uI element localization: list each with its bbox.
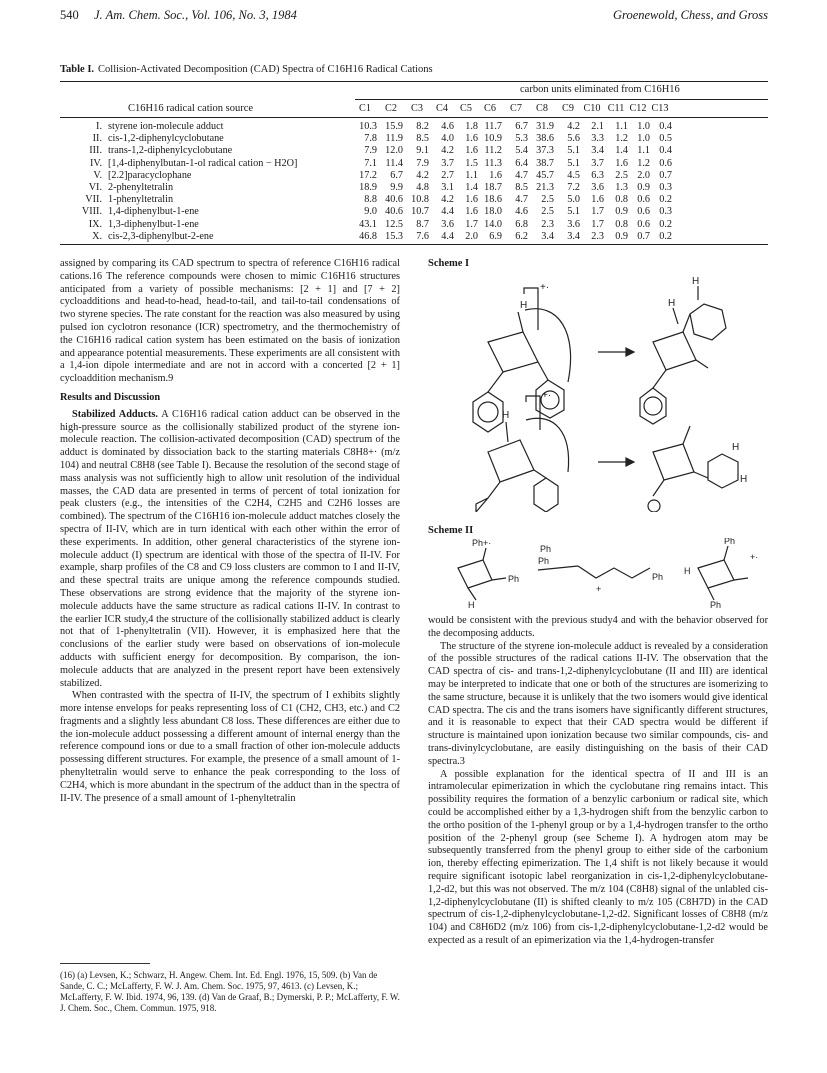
- row-number: X.: [92, 230, 102, 242]
- table-cell: 1.1: [637, 145, 650, 157]
- table-bottom-rule: [60, 244, 768, 245]
- column-header: C2: [385, 103, 397, 114]
- table-cell: 6.8: [515, 218, 528, 230]
- column-header: C7: [510, 103, 522, 114]
- table-cell: 1.7: [591, 218, 604, 230]
- column-header: C11: [607, 103, 625, 114]
- table-cell: 31.9: [536, 121, 554, 132]
- row-number: V.: [93, 169, 102, 181]
- table-cell: 4.2: [441, 145, 454, 157]
- left-paragraph-3: When contrasted with the spectra of II-IV, the spectrum of I exhibits slightly more intense envelops for peaks representing loss of C1 (CH2, CH3, etc.) and C2 fragments and a slightly less abundant C8 loss. These differences are either due to the ion-molecule adduct possessing a different amount of internal energy than the reference compound ions or due to a small fraction of other ion-molecule adducts possessing different structures. For example, the presence of a small amount of 1-phenyltetralin would serve to enhance the peak corresponding to the loss of C2H4, which is more abundant in the spectrum of the adduct than in the spectra of II-IV. The presence of a small amount of 1-phenyltetralin: [60, 690, 400, 804]
- table-cell: 1.6: [591, 194, 604, 206]
- table-cell: 10.3: [359, 121, 377, 132]
- table-cell: 7.2: [567, 182, 580, 193]
- running-authors: Groenewold, Chess, and Gross: [613, 8, 768, 22]
- scheme-h-label-5: H: [732, 442, 740, 453]
- table-cell: 4.0: [441, 133, 454, 145]
- table-cell: 10.9: [484, 133, 502, 145]
- table-cell: 0.7: [659, 169, 672, 181]
- table-cell: 0.6: [659, 157, 672, 169]
- page-number: 540: [60, 8, 79, 22]
- column-header: C10: [583, 103, 601, 114]
- column-header: C8: [536, 103, 548, 114]
- table-cell: 1.7: [591, 206, 604, 218]
- table-cell: 12.5: [385, 218, 403, 230]
- table-cell: 0.3: [659, 182, 672, 193]
- table-cell: 3.6: [591, 182, 604, 193]
- row-source: [1,4-diphenylbutan-1-ol radical cation − H2O]: [108, 157, 298, 169]
- table-cell: 12.0: [385, 145, 403, 157]
- table-top-rule: [60, 81, 768, 82]
- right-paragraph-2: The structure of the styrene ion-molecule adduct is revealed by a consideration of the possible structures of the radical cations II-IV. The observation that the CAD spectra of cis- and trans-1,2-diphenylcyclobutane (II and III) are identical may be interpreted to indicate that one or both of the structures are isomerizing to the same structure, because it is unlikely that the two isomers would give identical CAD spectra. The cis and the trans isomers have significantly different structures, and it is reasonable to expect that their CAD spectra would be different if structure is maintained upon ionization because two similar compounds, cis- and trans-divinylcyclobutane, are easily distinguishing on the basis of their CAD spectra.3: [428, 640, 768, 767]
- left-column: [60, 258, 400, 805]
- column-header: C13: [651, 103, 669, 114]
- column-header: C1: [359, 103, 371, 114]
- section-heading: Results and Discussion: [60, 391, 161, 403]
- table-cell: 2.5: [541, 194, 554, 206]
- table-cell: 4.5: [567, 169, 580, 181]
- scheme-1-diagram: [428, 272, 768, 512]
- table-cell: 0.2: [659, 194, 672, 206]
- row-number: II.: [92, 133, 102, 145]
- row-source: [2.2]paracyclophane: [108, 169, 192, 181]
- table-cell: 3.3: [591, 133, 604, 145]
- table-cell: 4.7: [515, 194, 528, 206]
- table-cell: 3.4: [567, 230, 580, 242]
- subheading: Stabilized Adducts.: [72, 408, 158, 420]
- table-cell: 43.1: [359, 218, 377, 230]
- table-cell: 4.6: [515, 206, 528, 218]
- table-cell: 0.6: [637, 218, 650, 230]
- table-cell: 6.7: [390, 169, 403, 181]
- table-cell: 0.2: [659, 218, 672, 230]
- table-cell: 1.2: [637, 157, 650, 169]
- table-cell: 9.1: [416, 145, 429, 157]
- table-cell: 5.0: [567, 194, 580, 206]
- table-cell: 1.8: [465, 121, 478, 132]
- table-cell: 11.9: [385, 133, 403, 145]
- table-cell: 1.6: [615, 157, 628, 169]
- cyclobutane-ring: [488, 332, 538, 372]
- table-cell: 4.4: [441, 206, 454, 218]
- table-header-rule: [60, 117, 768, 118]
- scheme-2-label: Scheme II: [428, 525, 474, 536]
- table-cell: 1.4: [465, 182, 478, 193]
- table-cell: 6.3: [591, 169, 604, 181]
- table-cell: 2.1: [591, 121, 604, 132]
- table-cell: 8.2: [416, 121, 429, 132]
- column-header: C4: [436, 103, 448, 114]
- table-cell: 4.6: [441, 121, 454, 132]
- table-cell: 1.1: [465, 169, 478, 181]
- row-source: styrene ion-molecule adduct: [108, 121, 224, 132]
- scheme2-radical: +·: [750, 552, 759, 562]
- row-source: 1,4-diphenylbut-1-ene: [108, 206, 199, 218]
- table-cell: 5.1: [567, 206, 580, 218]
- table-cell: 1.7: [465, 218, 478, 230]
- table-cell: 3.6: [441, 218, 454, 230]
- scheme2-ph-4: Ph: [652, 572, 664, 582]
- scheme2-h-1: H: [468, 600, 475, 608]
- table-cell: 2.0: [637, 169, 650, 181]
- scheme2-ph-2: Ph: [540, 544, 552, 554]
- table-cell: 2.3: [541, 218, 554, 230]
- table-cell: 1.6: [465, 133, 478, 145]
- scheme2-plus: +: [596, 584, 602, 594]
- table-cell: 9.0: [364, 206, 377, 218]
- table-cell: 0.9: [637, 182, 650, 193]
- scheme-h-label-6: H: [740, 474, 748, 485]
- table-cell: 3.6: [567, 218, 580, 230]
- row-source: 1,3-diphenylbut-1-ene: [108, 218, 199, 230]
- row-number: IV.: [90, 157, 102, 169]
- scheme-h-label: H: [520, 300, 528, 311]
- table-cell: 2.5: [615, 169, 628, 181]
- table-source-header: C16H16 radical cation source: [128, 103, 254, 114]
- table-cell: 0.8: [615, 194, 628, 206]
- table-cell: 5.6: [567, 133, 580, 145]
- table-cell: 3.7: [591, 157, 604, 169]
- table-cell: 1.6: [465, 145, 478, 157]
- table-cell: 7.6: [416, 230, 429, 242]
- column-header: C3: [411, 103, 423, 114]
- table-caption: [60, 64, 433, 75]
- table-cell: 7.9: [364, 145, 377, 157]
- scheme2-h-2: H: [684, 566, 691, 576]
- table-cell: 0.2: [659, 230, 672, 242]
- table-cell: 2.0: [465, 230, 478, 242]
- table-cell: 5.1: [567, 145, 580, 157]
- table-group-header: carbon units eliminated from C16H16: [520, 84, 680, 95]
- table-cell: 0.7: [637, 230, 650, 242]
- row-source: cis-1,2-diphenylcyclobutane: [108, 133, 224, 145]
- table-cell: 8.7: [416, 218, 429, 230]
- scheme-radical-label-2: +·: [542, 390, 552, 401]
- table-cell: 2.7: [441, 169, 454, 181]
- row-source: cis-2,3-diphenylbut-2-ene: [108, 230, 214, 242]
- table-cell: 3.1: [441, 182, 454, 193]
- table-cell: 21.3: [536, 182, 554, 193]
- table-cell: 40.6: [385, 206, 403, 218]
- column-header: C6: [484, 103, 496, 114]
- scheme2-ph-3: Ph: [538, 556, 550, 566]
- left-paragraph-2: [60, 409, 400, 691]
- scheme-radical-label: +·: [540, 282, 550, 293]
- table-group-rule: [355, 99, 768, 100]
- table-cell: 0.5: [659, 133, 672, 145]
- table-cell: 5.3: [515, 133, 528, 145]
- row-number: I.: [96, 121, 102, 132]
- scheme-h-label-4: H: [502, 410, 510, 421]
- table-cell: 11.2: [484, 145, 502, 157]
- table-cell: 1.6: [465, 194, 478, 206]
- table-cell: 6.7: [515, 121, 528, 132]
- table-cell: 8.5: [416, 133, 429, 145]
- right-column: [428, 615, 768, 948]
- table-cell: 4.4: [441, 230, 454, 242]
- column-header: C5: [460, 103, 472, 114]
- table-cell: 1.5: [465, 157, 478, 169]
- table-caption-label: Table I.: [60, 64, 95, 75]
- table-cell: 0.4: [659, 121, 672, 132]
- scheme-1-label: Scheme I: [428, 258, 470, 269]
- table-cell: 6.4: [515, 157, 528, 169]
- scheme-h-label-3: H: [668, 298, 676, 309]
- scheme-2-diagram: [428, 538, 768, 608]
- table-cell: 8.5: [515, 182, 528, 193]
- right-paragraph-3: A possible explanation for the identical spectra of II and III is an intramolecular epimerization in which the cyclobutane ring remains intact. This possibility requires the formation of a benzylic carbonium or radical site, which could be accomplished either by a 1,3-hydrogen shift from the benzylic carbon to the ortho position of the 1-phenyl group or by a 1,4-hydrogen transfer to the ortho position of the 2-phenyl group (see Scheme I). A hydrogen atom may be subsequently transferred from the phenyl group to either side of the carbonium ion, thereby effecting epimerization. The 1,4 shift is not likely because it would require significant isotopic label reorganization in cis-1,2-diphenylcyclobutane-1,2-d2, but this was not observed. The m/z 104 (C8H8) signal of the unlabled cis-1,2-diphenylcyclobutane (II) is shifted cleanly to m/z 105 (C8H7D) in the CAD spectrum of cis-1,2-diphenylcyclobutane-1,2-d2. Significant losses of C8H8 (m/z 104) and C8H6D2 (m/z 106) from cis-1,2-diphenylcyclobutane-1,2-d2 would be expected as a result of an epimerization via the 1,4-hydrogen-transfer: [428, 768, 768, 946]
- table-cell: 18.0: [484, 206, 502, 218]
- footnote-rule: [60, 963, 150, 964]
- row-source: 1-phenyltetralin: [108, 194, 174, 206]
- table-cell: 9.9: [390, 182, 403, 193]
- table-cell: 5.4: [515, 145, 528, 157]
- row-number: VIII.: [81, 206, 102, 218]
- row-number: IX.: [88, 218, 102, 230]
- table-cell: 17.2: [359, 169, 377, 181]
- table-cell: 3.4: [541, 230, 554, 242]
- table-cell: 0.8: [615, 218, 628, 230]
- table-cell: 1.3: [615, 182, 628, 193]
- table-cell: 0.6: [637, 206, 650, 218]
- table-cell: 2.5: [541, 206, 554, 218]
- row-number: III.: [89, 145, 102, 157]
- left-paragraph-1: assigned by comparing its CAD spectrum to spectra of reference C16H16 radical cations.16 The reference compounds were chosen to mimic C16H16 structures anticipated from a variety of possible mechanisms: [2 + 1] and [7 + 2] cycloadditions and head-to-head, head-to-tail, and tail-to-tail condensations of two styrene species. The rate constant for the reaction was also measured by using pulsed ion cyclotron resonance (ICR) spectrometry, and the thermochemistry of the C16H16 radical cation system has been estimated on the basis of ionization and appearance potential measurements. These experiments are all consistent with a 1,4-ion dipole intermediate and are not in accord with a concerted [2 + 1] cycloaddition mechanism.9: [60, 258, 400, 385]
- footnote: (16) (a) Levsen, K.; Schwarz, H. Angew. Chem. Int. Ed. Engl. 1976, 15, 509. (b) Van de Sande, C. C.; McLafferty, F. W. J. Am. Chem. Soc. 1975, 97, 4613. (c) Levsen, K.; McLafferty, F. W. Ibid. 1974, 96, 139. (d) Van de Graaf, B.; Dymerski, P. P.; McLafferty, F. W. J. Chem. Soc., Chem. Commun. 1975, 918.: [60, 970, 400, 1013]
- table-cell: 1.6: [489, 169, 502, 181]
- table-cell: 46.8: [359, 230, 377, 242]
- table-cell: 40.6: [385, 194, 403, 206]
- row-number: VII.: [85, 194, 102, 206]
- table-cell: 11.7: [484, 121, 502, 132]
- table-cell: 0.6: [637, 194, 650, 206]
- table-cell: 0.9: [615, 206, 628, 218]
- journal-citation: J. Am. Chem. Soc., Vol. 106, No. 3, 1984: [94, 8, 297, 22]
- table-cell: 11.3: [484, 157, 502, 169]
- table-cell: 38.7: [536, 157, 554, 169]
- table-cell: 6.9: [489, 230, 502, 242]
- running-header: [60, 8, 768, 28]
- table-cell: 18.7: [484, 182, 502, 193]
- table-cell: 1.4: [615, 145, 628, 157]
- table-cell: 10.7: [411, 206, 429, 218]
- table-cell: 1.0: [637, 133, 650, 145]
- table-cell: 4.8: [416, 182, 429, 193]
- table-caption-text: Collision-Activated Decomposition (CAD) Spectra of C16H16 Radical Cations: [98, 64, 433, 75]
- table-cell: 8.8: [364, 194, 377, 206]
- scheme-h-label-2: H: [692, 276, 700, 287]
- table-cell: 18.9: [359, 182, 377, 193]
- table-cell: 4.2: [416, 169, 429, 181]
- table-cell: 15.9: [385, 121, 403, 132]
- table-cell: 3.4: [591, 145, 604, 157]
- table-cell: 1.0: [637, 121, 650, 132]
- column-header: C12: [629, 103, 647, 114]
- table-cell: 38.6: [536, 133, 554, 145]
- table-cell: 7.1: [364, 157, 377, 169]
- row-source: 2-phenyltetralin: [108, 182, 174, 193]
- table-cell: 37.3: [536, 145, 554, 157]
- table-cell: 4.2: [567, 121, 580, 132]
- left-paragraph-2-text: A C16H16 radical cation adduct can be observed in the high-pressure source as the collisionally stabilized product of the styrene ion-molecule reaction. The collision-activated decomposition (CAD) spectrum of the adduct is dominated by dissociation back to the starting materials C8H8+· (m/z 104) and neutral C8H8 (see Table I). Because the resolution of the second stage of mass analysis was not sufficiently high to allow unit resolution of the individual masses, the CAD data are presented in terms of percent of total ionization for peak clusters (e.g., the intensities of the C2H4, C2H5 and C2H6 losses are combined). The spectrum of the C16H16 ion-molecule adduct matches closely the spectra of II-IV, which are in turn identical with each other within the error of these experiments. In addition, other general characteristics of the styrene ion-molecule adduct (I) spectrum are identical with those of the spectra of II-IV. For example, sharp profiles of the C8 and C9 loss clusters are common to I and II-IV, and these spectral traits are unique among the reference compounds studied. These observations are strong evidence that the majority of the styrene ion-molecule adducts have the same structure as radical cations II-IV. In contrast to the earlier ICR study,4 the structure of the collisionally stabilized adduct is clearly not that of 1-phenyltetralin (VII). However, it is emphasized here that the conclusions of the earlier study were based on observations of ion-molecule adducts with sufficient energy for decomposition. By comparison, the ion-molecule adducts that are analyzed in the present report have been extensively stabilized.: [60, 408, 400, 689]
- table-cell: 7.8: [364, 133, 377, 145]
- table-cell: 18.6: [484, 194, 502, 206]
- table-cell: 11.4: [385, 157, 403, 169]
- table-cell: 4.7: [515, 169, 528, 181]
- table-cell: 3.7: [441, 157, 454, 169]
- scheme2-ph-1: Ph: [508, 574, 520, 584]
- table-cell: 4.2: [441, 194, 454, 206]
- table-cell: 45.7: [536, 169, 554, 181]
- table-cell: 14.0: [484, 218, 502, 230]
- scheme2-ph-6: Ph: [710, 600, 722, 608]
- table-cell: 1.1: [615, 121, 628, 132]
- table-cell: 1.2: [615, 133, 628, 145]
- scheme2-ph-5: Ph: [724, 538, 736, 546]
- table-cell: 0.9: [615, 230, 628, 242]
- table-cell: 1.6: [465, 206, 478, 218]
- table-cell: 5.1: [567, 157, 580, 169]
- right-paragraph-1: would be consistent with the previous study4 and with the behavior observed for the decomposing adducts.: [428, 615, 768, 639]
- row-source: trans-1,2-diphenylcyclobutane: [108, 145, 233, 157]
- scheme2-ph-radical: Ph+·: [472, 538, 492, 548]
- table-cell: 15.3: [385, 230, 403, 242]
- table-cell: 6.2: [515, 230, 528, 242]
- table-cell: 0.4: [659, 145, 672, 157]
- table-cell: 7.9: [416, 157, 429, 169]
- table-cell: 0.3: [659, 206, 672, 218]
- table-cell: 2.3: [591, 230, 604, 242]
- column-header: C9: [562, 103, 574, 114]
- row-number: VI.: [88, 182, 102, 193]
- table-cell: 10.8: [411, 194, 429, 206]
